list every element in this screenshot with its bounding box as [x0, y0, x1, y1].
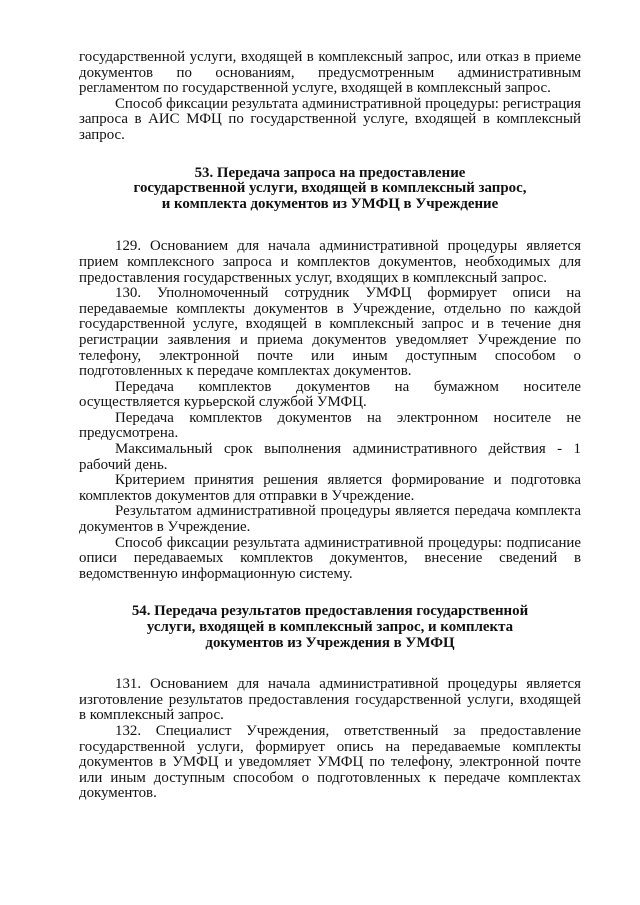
intro-paragraph-2: Способ фиксации результата административной процедуры: регистрация запроса в АИС МФЦ по государственной услуге, входящей в комплексный запрос.: [79, 95, 581, 143]
section-53-heading: [79, 166, 581, 213]
intro-paragraph-1: государственной услуги, входящей в комплексный запрос, или отказ в приеме документов по основаниям, предусмотренным административным регламентом по государственной услуге, входящей в комплексный запрос.: [79, 49, 581, 97]
paragraph-130: 130. Уполномоченный сотрудник УМФЦ формирует описи на передаваемые комплекты документов в Учреждение, отдельно по каждой государственной услуге, входящей в комплексный запрос и в течение дня регистрации заявления и приема документов уведомляет Учреждение по телефону, электронной почте или иным доступным способом о подготовленных к передаче комплектах документов.: [79, 285, 581, 380]
paragraph-decision-criterion: Критерием принятия решения является формирование и подготовка комплектов документов для отправки в Учреждение.: [79, 472, 581, 504]
section-53-heading-line-3: и комплекта документов из УМФЦ в Учреждение: [161, 195, 499, 212]
paragraph-fixation-method: Способ фиксации результата административной процедуры: подписание описи передаваемых комплектов документов, внесение сведений в ведомственную информационную систему.: [79, 534, 581, 582]
paragraph-131: 131. Основанием для начала административной процедуры является изготовление результатов предоставления государственной услуги, входящей в комплексный запрос.: [79, 676, 581, 724]
paragraph-129: 129. Основанием для начала административной процедуры является прием комплексного запроса и комплектов документов, необходимых для предоставления государственных услуг, входящих в комплексный запрос.: [79, 238, 581, 286]
paragraph-max-duration: Максимальный срок выполнения административного действия - 1 рабочий день.: [79, 441, 581, 473]
paragraph-electronic-transfer: Передача комплектов документов на электронном носителе не предусмотрена.: [79, 409, 581, 442]
section-54-heading-line-1: 54. Передача результатов предоставления государственной: [131, 603, 529, 620]
section-54-heading-line-2: услуги, входящей в комплексный запрос, и комплекта: [146, 619, 514, 635]
paragraph-result: Результатом административной процедуры является передача комплекта документов в Учреждение.: [79, 503, 581, 536]
section-53-heading-line-1: 53. Передача запроса на предоставление: [194, 164, 466, 181]
section-54-heading: [79, 604, 581, 651]
paragraph-132: 132. Специалист Учреждения, ответственный за предоставление государственной услуги, формирует опись на передаваемые комплекты документов в УМФЦ и уведомляет УМФЦ по телефону, электронной почте или иным доступным способом о подготовленных к передаче комплектах документов.: [79, 722, 581, 802]
section-53-heading-line-2: государственной услуги, входящей в комплексный запрос,: [133, 180, 527, 197]
paragraph-paper-transfer: Передача комплектов документов на бумажном носителе осуществляется курьерской службой УМФЦ.: [79, 378, 581, 411]
section-54-heading-line-3: документов из Учреждения в УМФЦ: [205, 634, 455, 651]
document-page: [79, 50, 581, 802]
